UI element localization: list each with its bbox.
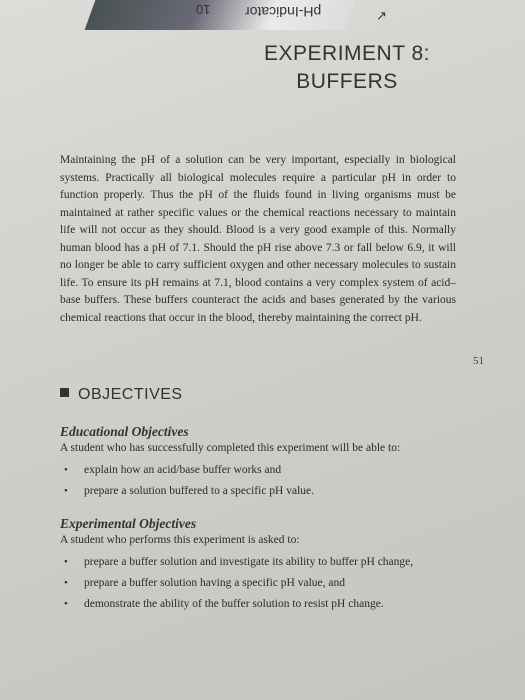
experimental-objectives — [60, 516, 470, 615]
square-bullet-icon — [60, 388, 69, 397]
list-item: • explain how an acid/base buffer works and — [60, 460, 470, 481]
bullet-icon: • — [64, 485, 68, 497]
bullet-icon: • — [64, 598, 68, 610]
chapter-title-line1: EXPERIMENT 8: — [264, 42, 430, 65]
objectives-heading — [60, 386, 183, 404]
chapter-title-line2: BUFFERS — [296, 70, 398, 93]
list-item: • demonstrate the ability of the buffer solution to resist pH change. — [60, 594, 470, 615]
chapter-title — [232, 40, 462, 96]
educational-objectives — [60, 424, 470, 502]
bullet-icon: • — [64, 464, 68, 476]
educational-objectives-intro: A student who has successfully completed this experiment will be able to: — [60, 442, 401, 454]
experimental-objectives-list — [60, 552, 470, 615]
experimental-objectives-intro: A student who performs this experiment is asked to: — [60, 534, 300, 546]
page-number: 51 — [473, 355, 484, 367]
flipped-page-number: 10 — [196, 2, 211, 17]
intro-paragraph: Maintaining the pH of a solution can be very important, especially in biological systems. Practically all biological molecules require a particular pH in order to function properly. Thus the pH of the fluids found in living organisms must be maintained at rather specific values or the chemical reactions necessary to maintain life will not occur as they should. Blood is a very good example of this. Normally human blood has a pH of 7.1. Should the pH rise above 7.3 or fall below 6.9, it will no longer be able to carry sufficient oxygen and other necessary molecules to sustain life. To ensure its pH remains at 7.1, blood contains a very complex system of acid–base buffers. These buffers counteract the acids and bases generated by the various chemical reactions that occur in the blood, thereby maintaining the correct pH. — [60, 154, 456, 324]
corner-mark: ↗ — [376, 8, 387, 23]
list-item: • prepare a buffer solution having a specific pH value, and — [60, 573, 470, 594]
flipped-running-header: pH-Indicator — [245, 4, 322, 20]
objectives-heading-text: OBJECTIVES — [78, 386, 183, 403]
bullet-icon: • — [64, 577, 68, 589]
educational-objectives-title: Educational Objectives — [60, 424, 189, 439]
list-item: • prepare a solution buffered to a specific pH value. — [60, 481, 470, 502]
educational-objectives-list — [60, 460, 470, 502]
experimental-objectives-title: Experimental Objectives — [60, 516, 197, 531]
list-item: • prepare a buffer solution and investigate its ability to buffer pH change, — [60, 552, 470, 573]
bullet-icon: • — [64, 556, 68, 568]
